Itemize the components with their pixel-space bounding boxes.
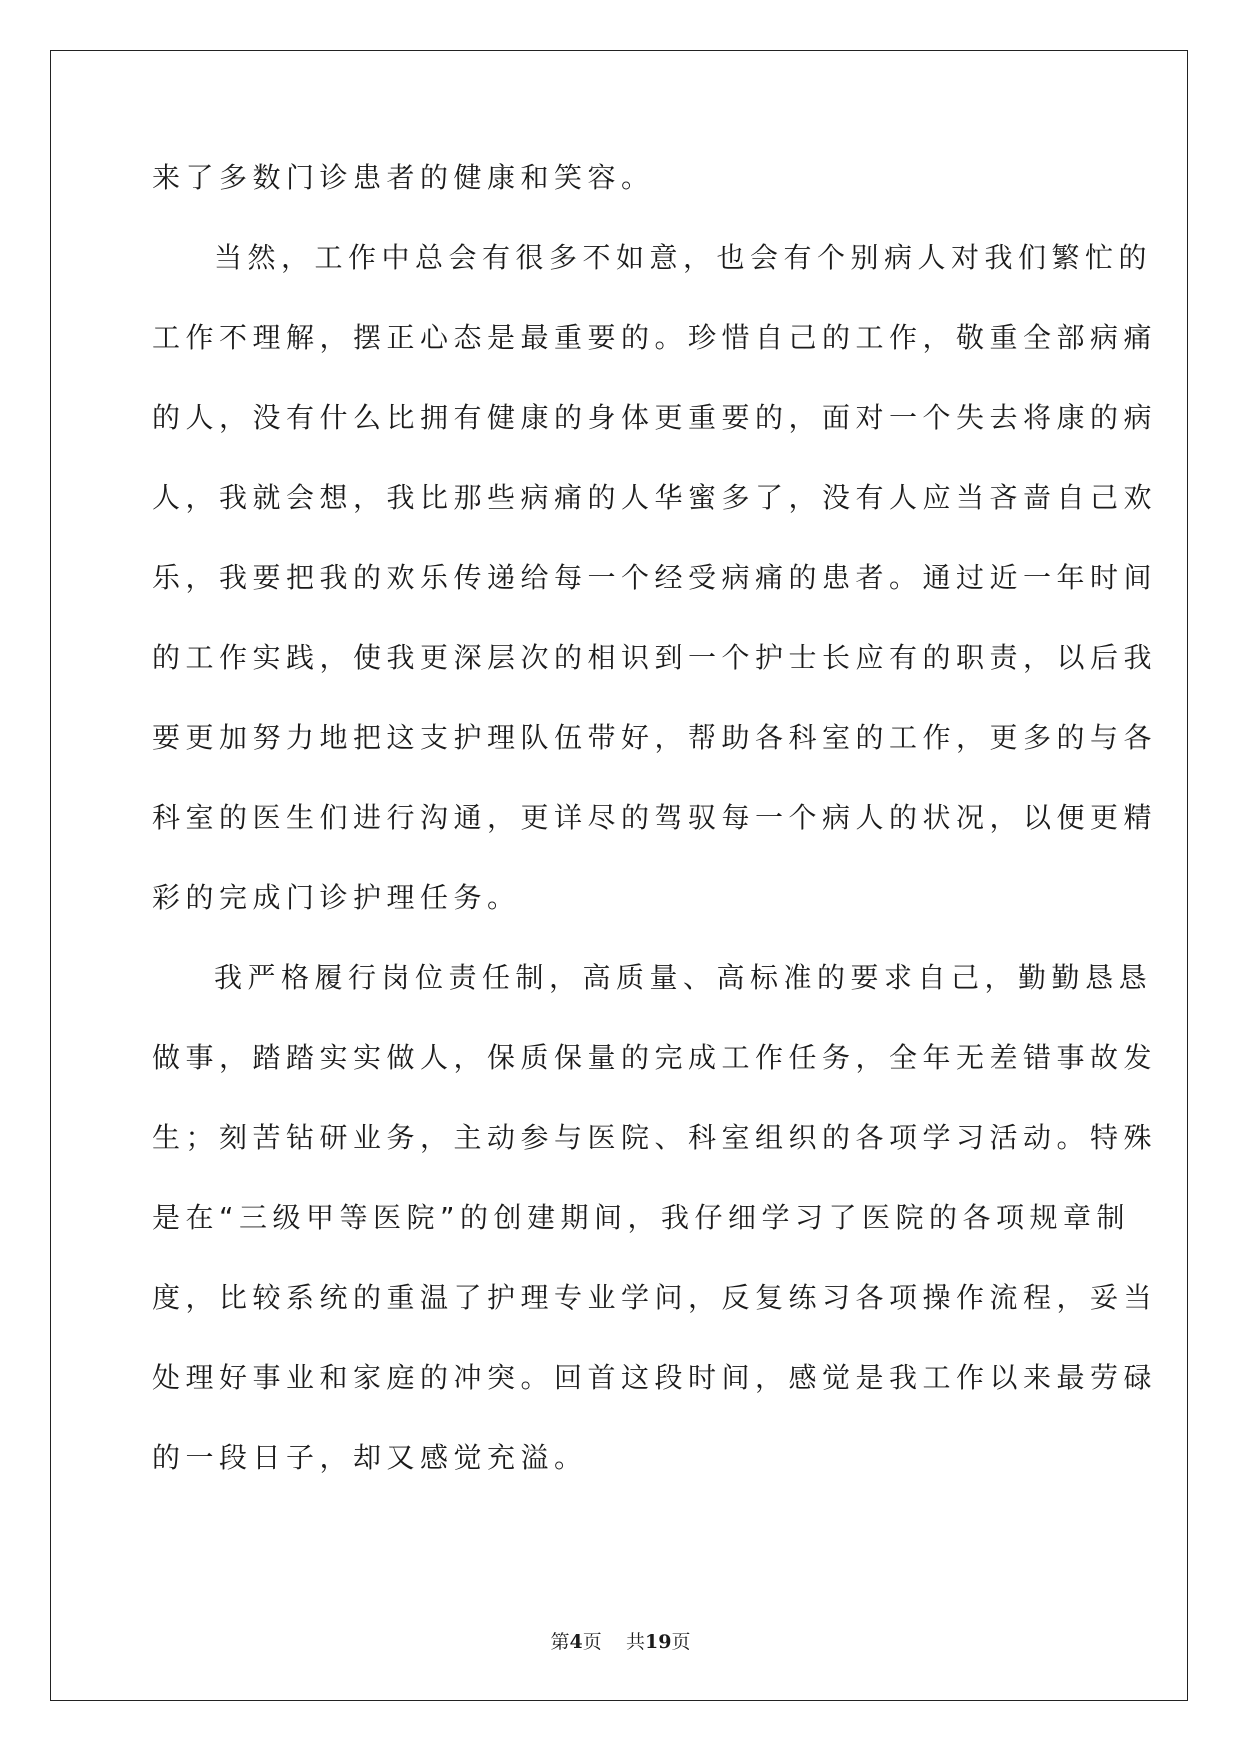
footer-total-suffix: 页	[671, 1631, 691, 1653]
page-footer	[0, 1627, 1241, 1654]
footer-page-suffix: 页	[582, 1631, 602, 1653]
text-line: 的一段日子，却又感觉充溢。	[152, 1441, 588, 1474]
text-line: 的工作实践，使我更深层次的相识到一个护士长应有的职责，以后我	[152, 641, 1158, 674]
text-line: 人，我就会想，我比那些病痛的人华蜜多了，没有人应当吝啬自己欢	[152, 481, 1158, 514]
text-line: 我严格履行岗位责任制，高质量、高标准的要求自己，勤勤恳恳	[214, 961, 1153, 994]
footer-total-prefix: 共	[625, 1631, 645, 1653]
text-line: 生；刻苦钻研业务，主动参与医院、科室组织的各项学习活动。特殊	[152, 1121, 1158, 1154]
text-line: 处理好事业和家庭的冲突。回首这段时间，感觉是我工作以来最劳碌	[152, 1361, 1158, 1394]
footer-page-number: 4	[569, 1631, 583, 1653]
text-line: 彩的完成门诊护理任务。	[152, 881, 521, 914]
document-body	[152, 158, 1158, 1518]
text-line: 科室的医生们进行沟通，更详尽的驾驭每一个病人的状况，以便更精	[152, 801, 1158, 834]
text-line: 工作不理解，摆正心态是最重要的。珍惜自己的工作，敬重全部病痛	[152, 321, 1158, 354]
footer-page-prefix: 第	[550, 1631, 570, 1653]
text-line: 是在“三级甲等医院”的创建期间，我仔细学习了医院的各项规章制	[152, 1201, 1131, 1234]
text-line: 度，比较系统的重温了护理专业学问，反复练习各项操作流程，妥当	[152, 1281, 1158, 1314]
text-line: 乐，我要把我的欢乐传递给每一个经受病痛的患者。通过近一年时间	[152, 561, 1158, 594]
footer-total-pages: 19	[644, 1631, 672, 1653]
text-line: 做事，踏踏实实做人，保质保量的完成工作任务，全年无差错事故发	[152, 1041, 1158, 1074]
text-line: 来了多数门诊患者的健康和笑容。	[152, 161, 655, 194]
text-line: 当然，工作中总会有很多不如意，也会有个别病人对我们繁忙的	[214, 241, 1153, 274]
text-line: 要更加努力地把这支护理队伍带好，帮助各科室的工作，更多的与各	[152, 721, 1158, 754]
text-line: 的人，没有什么比拥有健康的身体更重要的，面对一个失去将康的病	[152, 401, 1158, 434]
